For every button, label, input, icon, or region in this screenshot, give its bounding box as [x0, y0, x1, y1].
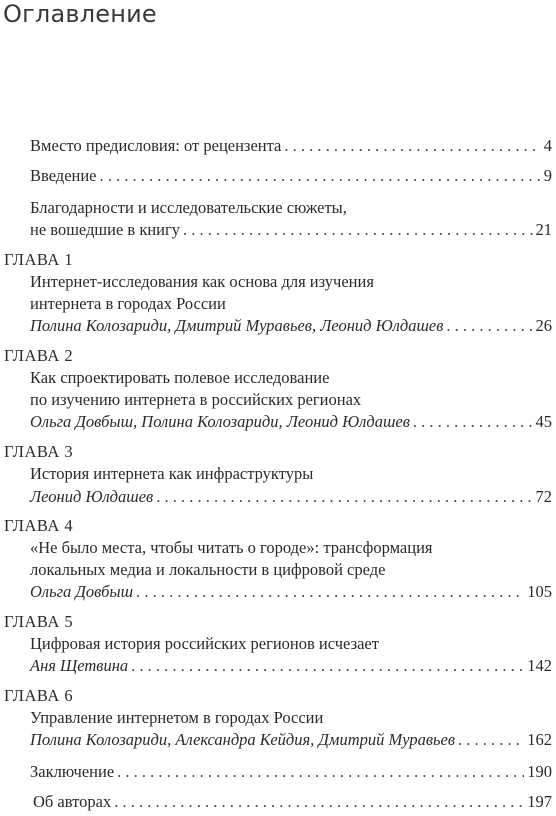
chapter-label: ГЛАВА 2 — [4, 346, 74, 365]
entry-title: Вместо предисловия: от рецензента — [30, 136, 282, 155]
toc-entry-acknowledgements[interactable] — [30, 220, 552, 240]
chapter-title-line[interactable]: Управление интернетом в городах России — [30, 708, 324, 727]
chapter-4-authors-line[interactable] — [30, 582, 552, 602]
chapter-title-line[interactable]: по изучению интернета в российских регионах — [30, 390, 362, 409]
page-number: 45 — [535, 412, 552, 431]
chapter-6-authors-line[interactable] — [30, 730, 552, 750]
chapter-label: ГЛАВА 5 — [4, 612, 74, 631]
chapter-authors: Аня Щетвина — [30, 656, 129, 675]
chapter-title-line[interactable]: Цифровая история российских регионов исчезает — [30, 634, 379, 653]
chapter-1-authors-line[interactable] — [30, 316, 552, 336]
dot-leader — [156, 487, 532, 507]
page-number: 21 — [535, 220, 552, 239]
chapter-authors: Ольга Довбыш — [30, 582, 134, 601]
entry-title: Об авторах — [33, 792, 112, 811]
entry-title: Заключение — [30, 762, 115, 781]
chapter-title-line[interactable]: История интернета как инфраструктуры — [30, 464, 314, 483]
toc-entry-introduction[interactable] — [30, 166, 552, 186]
chapter-5-authors-line[interactable] — [30, 656, 552, 676]
entry-title: не вошедшие в книгу — [30, 220, 181, 239]
page-number: 142 — [527, 656, 552, 675]
chapter-authors: Полина Колозариди, Александра Кейдия, Дмитрий Муравьев — [30, 730, 456, 749]
chapter-title-line[interactable]: локальных медиа и локальности в цифровой среде — [30, 560, 386, 579]
dot-leader — [100, 166, 541, 186]
page-title: Оглавление — [3, 0, 157, 28]
page-number: 162 — [527, 730, 552, 749]
chapter-authors: Леонид Юлдашев — [30, 487, 154, 506]
chapter-title-line[interactable]: Как спроектировать полевое исследование — [30, 368, 330, 387]
dot-leader — [183, 220, 532, 240]
dot-leader — [131, 656, 524, 676]
dot-leader — [284, 136, 540, 156]
page-number: 197 — [527, 792, 552, 811]
page-number: 26 — [535, 316, 552, 335]
chapter-3-authors-line[interactable] — [30, 487, 552, 507]
chapter-label: ГЛАВА 3 — [4, 442, 74, 461]
chapter-authors: Полина Колозариди, Дмитрий Муравьев, Леонид Юлдашев — [30, 316, 444, 335]
toc-entry-conclusion[interactable] — [30, 762, 552, 782]
page-number: 105 — [527, 582, 552, 601]
chapter-label: ГЛАВА 6 — [4, 686, 74, 705]
page-number: 72 — [535, 487, 552, 506]
page-number: 9 — [543, 166, 552, 185]
dot-leader — [458, 730, 524, 750]
chapter-label: ГЛАВА 1 — [4, 250, 74, 269]
chapter-title-line[interactable]: Интернет-исследования как основа для изучения — [30, 272, 374, 291]
chapter-authors: Ольга Довбыш, Полина Колозариди, Леонид Юлдашев — [30, 412, 410, 431]
chapter-label: ГЛАВА 4 — [4, 516, 74, 535]
page-number: 4 — [543, 136, 552, 155]
chapter-title-line[interactable]: интернета в городах России — [30, 294, 226, 313]
entry-title-line: Благодарности и исследовательские сюжеты, — [30, 198, 347, 217]
dot-leader — [446, 316, 532, 336]
chapter-2-authors-line[interactable] — [30, 412, 552, 432]
chapter-title-line[interactable]: «Не было места, чтобы читать о городе»: трансформация — [30, 538, 433, 557]
toc-entry-foreword[interactable] — [30, 136, 552, 156]
dot-leader — [413, 412, 533, 432]
dot-leader — [136, 582, 524, 602]
page-number: 190 — [527, 762, 552, 781]
toc-entry-about-authors[interactable] — [33, 792, 552, 812]
entry-title: Введение — [30, 166, 97, 185]
dot-leader — [114, 792, 524, 812]
dot-leader — [117, 762, 524, 782]
